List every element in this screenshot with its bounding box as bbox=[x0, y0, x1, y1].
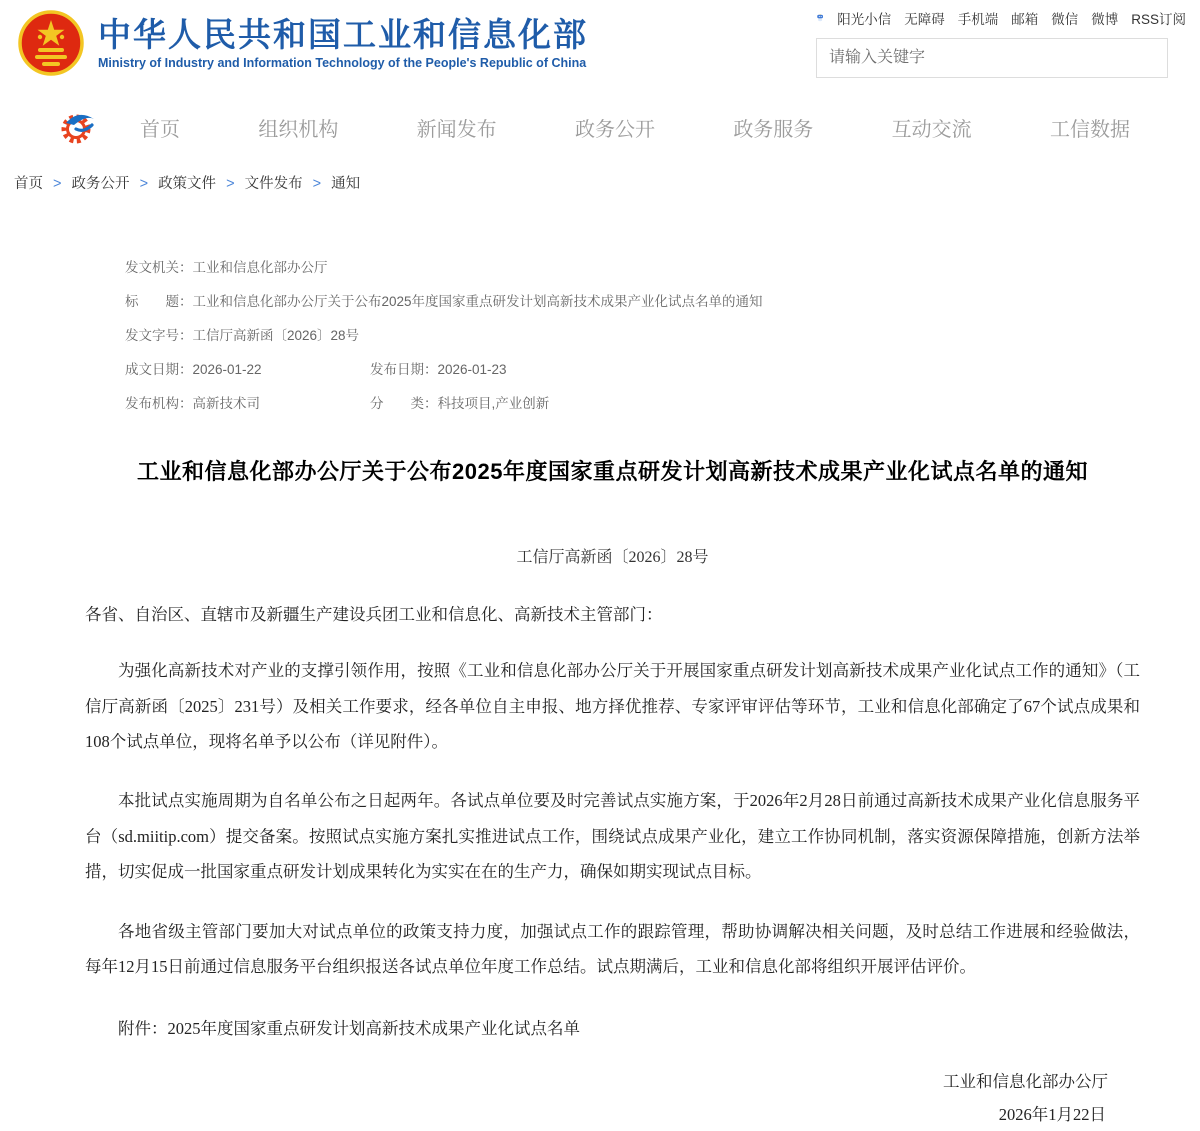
nav-item-news[interactable]: 新闻发布 bbox=[416, 118, 497, 141]
meta-label: 标 题： bbox=[125, 294, 193, 309]
breadcrumb-notice[interactable]: 通知 bbox=[331, 176, 361, 192]
meta-value: 2026-01-23 bbox=[437, 362, 507, 377]
meta-value: 工业和信息化部办公厅关于公布2025年度国家重点研发计划高新技术成果产业化试点名单的通知 bbox=[192, 294, 763, 309]
breadcrumb bbox=[0, 158, 1200, 203]
nav-item-organization[interactable]: 组织机构 bbox=[258, 118, 339, 141]
site-title: 中华人民共和国工业和信息化部 bbox=[98, 15, 588, 53]
meta-label: 发文字号： bbox=[125, 328, 193, 343]
miit-gear-logo-icon bbox=[58, 107, 100, 147]
breadcrumb-policy-docs[interactable]: 政策文件 bbox=[158, 176, 217, 192]
document-paragraph: 本批试点实施周期为自名单公布之日起两年。各试点单位要及时完善试点实施方案，于2026年2月28日前通过高新技术成果产业化信息服务平台（sd.miitip.com）提交备案。按照试点实施方案扎实推进试点工作，围绕试点成果产业化，建立工作协同机制，落实资源保障措施，创新方法举措，切实促成一批国家重点研发计划成果转化为实实在在的生产力，确保如期实现试点目标。 bbox=[85, 791, 1140, 882]
breadcrumb-separator: > bbox=[53, 176, 62, 192]
top-link-mobile[interactable]: 手机端 bbox=[957, 12, 999, 27]
meta-label: 发布日期： bbox=[370, 362, 438, 377]
breadcrumb-separator: > bbox=[312, 176, 322, 192]
site-subtitle: Ministry of Industry and Information Technology of the People's Republic of China bbox=[98, 56, 587, 71]
top-link-sunshine[interactable]: 阳光小信 bbox=[837, 12, 892, 27]
top-link-mail[interactable]: 邮箱 bbox=[1011, 12, 1039, 27]
breadcrumb-doc-release[interactable]: 文件发布 bbox=[244, 176, 303, 192]
nav-items bbox=[140, 113, 1130, 142]
top-link-rss[interactable]: RSS订阅 bbox=[1131, 12, 1186, 27]
search-box bbox=[816, 38, 1168, 78]
breadcrumb-home[interactable]: 首页 bbox=[14, 176, 43, 192]
nav-item-gov-services[interactable]: 政务服务 bbox=[733, 118, 814, 141]
nav-item-interaction[interactable]: 互动交流 bbox=[891, 118, 972, 141]
meta-value: 工信厅高新函〔2026〕28号 bbox=[192, 328, 360, 343]
meta-value: 科技项目,产业创新 bbox=[437, 396, 550, 411]
site-header bbox=[0, 0, 1200, 92]
top-link-weibo[interactable]: 微博 bbox=[1091, 12, 1119, 27]
signature-date: 2026年1月22日 bbox=[998, 1104, 1106, 1124]
meta-row-title bbox=[125, 285, 1200, 319]
header-top-right bbox=[816, 8, 1186, 78]
brand-text bbox=[98, 16, 588, 71]
document-paragraph: 各地省级主管部门要加大对试点单位的政策支持力度，加强试点工作的跟踪管理，帮助协调解决相关问题，及时总结工作进展和经验做法，每年12月15日前通过信息服务平台组织报送各试点单位年度工作总结。试点期满后，工业和信息化部将组织开展评估评价。 bbox=[85, 921, 1140, 977]
meta-row-agency-category bbox=[125, 387, 1200, 421]
meta-value: 2026-01-22 bbox=[192, 362, 262, 377]
nav-item-home[interactable]: 首页 bbox=[140, 118, 180, 141]
top-link-wechat[interactable]: 微信 bbox=[1051, 12, 1079, 27]
assistant-robot-icon[interactable] bbox=[816, 9, 824, 27]
document-salutation: 各省、自治区、直辖市及新疆生产建设兵团工业和信息化、高新技术主管部门： bbox=[85, 605, 663, 624]
document-title: 工业和信息化部办公厅关于公布2025年度国家重点研发计划高新技术成果产业化试点名单的通知 bbox=[137, 459, 1088, 484]
top-link-accessibility[interactable]: 无障碍 bbox=[904, 12, 945, 27]
breadcrumb-gov-disclosure[interactable]: 政务公开 bbox=[71, 176, 130, 192]
nav-item-miit-data[interactable]: 工信数据 bbox=[1049, 118, 1130, 141]
main-nav bbox=[0, 96, 1200, 158]
meta-row-dates bbox=[125, 353, 1200, 387]
meta-value: 工业和信息化部办公厅 bbox=[192, 260, 328, 275]
meta-row-doc-number bbox=[125, 319, 1200, 353]
meta-row-issuing-agency bbox=[125, 251, 1200, 285]
meta-label: 成文日期： bbox=[125, 362, 193, 377]
national-emblem-icon bbox=[18, 10, 84, 76]
top-links bbox=[816, 8, 1186, 28]
document-number: 工信厅高新函〔2026〕28号 bbox=[516, 549, 709, 566]
meta-value: 高新技术司 bbox=[192, 396, 260, 411]
meta-label: 发布机构： bbox=[125, 396, 193, 411]
breadcrumb-separator: > bbox=[139, 176, 149, 192]
meta-label: 分 类： bbox=[370, 396, 438, 411]
meta-label: 发文机关： bbox=[125, 260, 193, 275]
breadcrumb-separator: > bbox=[226, 176, 235, 192]
signature-block bbox=[85, 1065, 1140, 1131]
search-input[interactable] bbox=[817, 39, 1167, 77]
document-body bbox=[85, 455, 1140, 1131]
nav-item-gov-disclosure[interactable]: 政务公开 bbox=[574, 118, 655, 141]
document-paragraph: 为强化高新技术对产业的支撑引领作用，按照《工业和信息化部办公厅关于开展国家重点研发计划高新技术成果产业化试点工作的通知》（工信厅高新函〔2025〕231号）及相关工作要求，经各单位自主申报、地方择优推荐、专家评审评估等环节，工业和信息化部确定了67个试点成果和108个试点单位，现将名单予以公布（详见附件）。 bbox=[85, 661, 1140, 751]
attachment-line[interactable]: 附件：2025年度国家重点研发计划高新技术成果产业化试点名单 bbox=[118, 1018, 580, 1038]
document-meta bbox=[125, 251, 1200, 421]
signature-agency: 工业和信息化部办公厅 bbox=[943, 1071, 1108, 1091]
